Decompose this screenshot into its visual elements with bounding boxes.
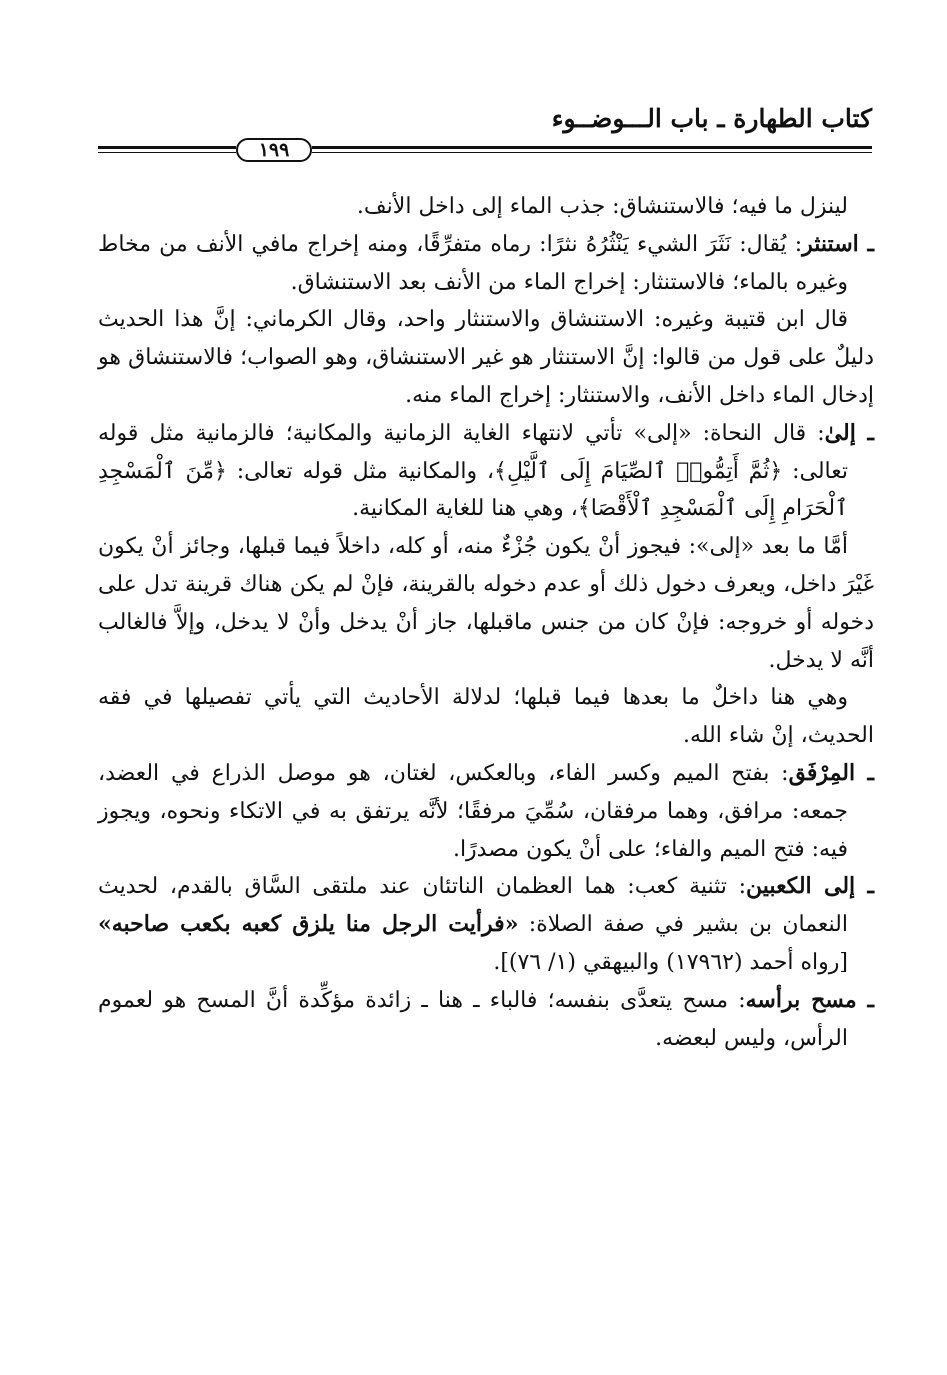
page-number: ١٩٩: [236, 138, 312, 162]
entry-term: المِرْفَق: [788, 759, 856, 786]
rule-right: [312, 146, 872, 153]
entry-paragraph: ـ مسح برأسه: مسح يتعدَّى بنفسه؛ فالباء ـ هنا ـ زائدة مؤكِّدة أنَّ المسح هو لعموم الرأس، وليس لبعضه.: [98, 986, 875, 1051]
entry-paragraph: ـ المِرْفَق: بفتح الميم وكسر الفاء، وبالعكس، لغتان، هو موصل الذراع في العضد، جمعه: مرافق، وهما مرفقان، سُمِّيَ مرفقًا؛ لأنَّه يرتفق به في الاتكاء ونحوه، ويجوز فيه: فتح الميم والفاء؛ على أنْ يكون مصدرًا.: [98, 759, 875, 862]
paragraph: وهي هنا داخلٌ ما بعدها فيما قبلها؛ لدلالة الأحاديث التي يأتي تفصيلها في فقه الحديث، إنْ شاء الله.: [98, 685, 874, 749]
paragraph: لينزل ما فيه؛ فالاستنشاق: جذب الماء إلى داخل الأنف.: [356, 194, 848, 219]
body-text: [98, 188, 874, 1057]
book-title: كتاب الطهارة ـ باب الـــوضــوء: [551, 104, 872, 133]
page-header: [98, 104, 872, 164]
entry-term: مسح برأسه: [745, 986, 857, 1013]
entry-term: استنثر: [802, 230, 859, 257]
header-rule: [98, 138, 872, 162]
entry-paragraph: ـ استنثر: يُقال: نَثَرَ الشيء يَنْثُرُهُ نثرًا: رماه متفرِّقًا، ومنه إخراج مافي الأنف من مخاط وغيره بالماء؛ فالاستنثار: إخراج الماء من الأنف بعد الاستنشاق.: [98, 230, 874, 295]
entry-term: إلىٰ: [824, 419, 856, 446]
citation: [رواه أحمد (١٧٩٦٢) والبيهقي (١/ ٧٦)].: [493, 949, 848, 975]
entry-term: إلى الكعبين: [746, 873, 856, 900]
entry-paragraph: ـ إلىٰ: قال النحاة: «إلى» تأتي لانتهاء الغاية الزمانية والمكانية؛ فالزمانية مثل قوله تعالى: ﴿ثُمَّ أَتِمُّوا۟ ٱلصِّيَامَ إِلَى ٱلَّيْلِ﴾، والمكانية مثل قوله تعالى: ﴿مِّنَ ٱلْمَسْجِدِ ٱلْحَرَامِ إِلَى ٱلْمَسْجِدِ ٱلْأَقْصَا﴾، وهي هنا للغاية المكانية.: [98, 419, 875, 522]
paragraph: قال ابن قتيبة وغيره: الاستنشاق والاستنثار واحد، وقال الكرماني: إنَّ هذا الحديث دليلٌ على قول من قالوا: إنَّ الاستنثار هو غير الاستنشاق، وهو الصواب؛ فالاستنشاق هو إدخال الماء داخل الأنف، والاستنثار: إخراج الماء منه.: [98, 307, 874, 408]
paragraph: أمَّا ما بعد «إلى»: فيجوز أنْ يكون جُزْءٌ منه، أو كله، داخلاً فيما قبلها، وجائز أنْ يكون غَيْرَ داخل، ويعرف دخول ذلك أو عدم دخوله بالقرينة، فإنْ لم يكن هناك قرينة تدل على دخوله أو خروجه: فإنْ كان من جنس ماقبلها، جاز أنْ يدخل وأنْ لا يدخل، وإلاَّ فالغالب أنَّه لا يدخل.: [98, 534, 874, 673]
hadith-quote: «فرأيت الرجل منا يلزق كعبه بكعب صاحبه»: [98, 911, 519, 938]
entry-paragraph: ـ إلى الكعبين: تثنية كعب: هما العظمان الناتئان عند ملتقى السَّاق بالقدم، لحديث النعمان بن بشير في صفة الصلاة: «فرأيت الرجل منا يلزق كعبه بكعب صاحبه» [رواه أحمد (١٧٩٦٢) والبيهقي (١/ ٧٦)].: [98, 873, 874, 975]
rule-left: [98, 146, 236, 153]
